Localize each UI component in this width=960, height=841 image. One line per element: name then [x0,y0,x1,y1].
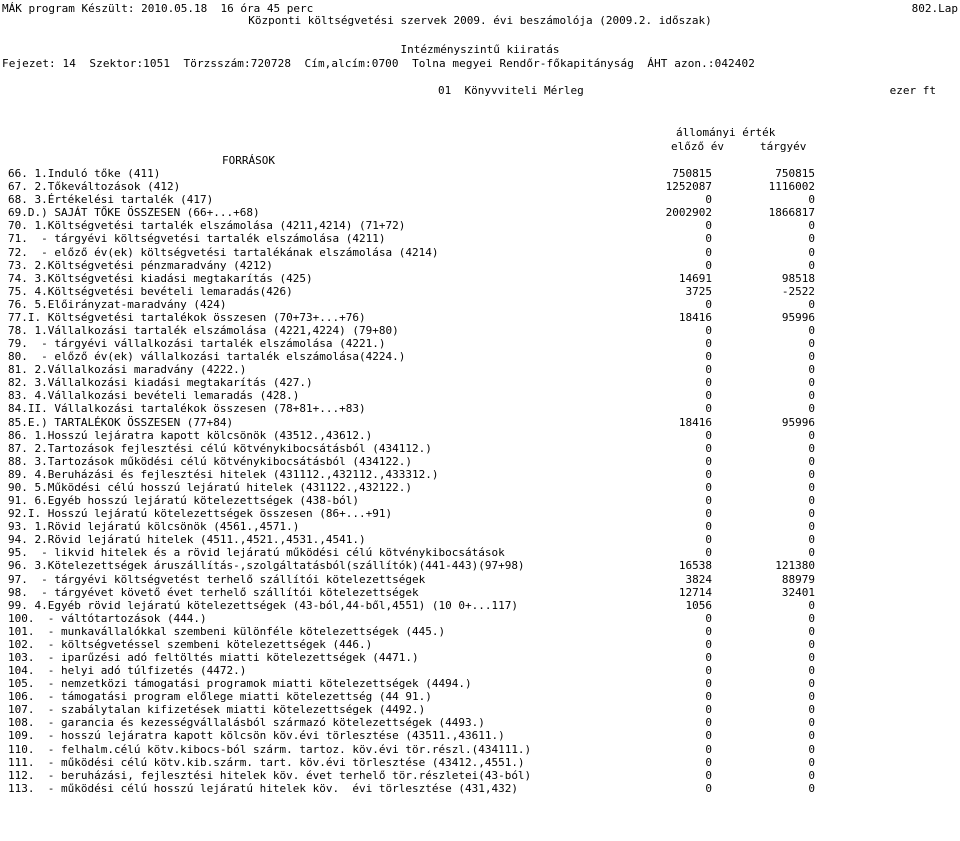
row-label: 96. 3.Kötelezettségek áruszállítás-,szolgáltatásból(szállítók)(441-443)(97+98) [8,559,525,573]
row-label: 104. - helyi adó túlfizetés (4472.) [8,664,247,677]
row-label: 111. - működési célú kötv.kib.szárm. tart. köv.évi törlesztése (43412.,4551.) [8,755,525,769]
prev-year-value: 0 [705,755,712,769]
table-row [0,206,960,219]
prev-year-value: 0 [705,611,712,625]
table-row [0,468,960,481]
prev-year-value: 0 [705,507,712,521]
prev-year-value: 14691 [678,271,712,285]
row-label: 84.II. Vállalkozási tartalékok összesen (78+81+...+83) [8,402,366,416]
current-year-value: 0 [808,637,815,651]
row-label: 77.I. Költségvetési tartalékok összesen (70+73+...+76) [8,310,366,324]
prev-year-value: 0 [705,297,712,311]
table-row [0,442,960,455]
table-row [0,416,960,429]
current-year-value: 0 [808,742,815,756]
table-row [0,376,960,389]
current-year-value: 0 [808,402,815,416]
current-year-value: 0 [808,441,815,455]
row-label: 76. 5.Előirányzat-maradvány (424) [8,297,227,311]
row-label: 82. 3.Vállalkozási kiadási megtakarítás (427.) [8,376,313,390]
prev-year-value: 0 [705,402,712,416]
prev-year-value: 0 [705,389,712,403]
current-year-value: 121380 [775,559,815,573]
table-row [0,272,960,285]
unit-label: ezer ft [889,84,936,97]
prev-year-value: 3725 [685,284,712,298]
current-year-value: 0 [808,624,815,638]
current-year-value: 0 [808,729,815,743]
prev-year-value: 0 [705,193,712,207]
table-row [0,324,960,337]
current-year-value: 88979 [781,572,815,586]
prev-year-value: 0 [705,376,712,390]
row-label: 71. - tárgyévi költségvetési tartalék elszámolása (4211) [8,232,386,246]
table-row [0,363,960,376]
table-row [0,219,960,232]
row-label: 108. - garancia és kezességvállalásból származó kötelezettségek (4493.) [8,716,485,730]
table-row [0,402,960,415]
table-row [0,193,960,206]
row-label: 94. 2.Rövid lejáratú hitelek (4511.,4521.,4531.,4541.) [8,533,366,547]
table-row [0,298,960,311]
prev-year-value: 0 [705,546,712,560]
current-year-value: 0 [808,389,815,403]
current-year-value: 0 [808,363,815,377]
current-year-value: 0 [808,768,815,782]
table-row [0,559,960,572]
prev-year-value: 0 [705,690,712,704]
current-year-value: 0 [808,716,815,730]
prev-year-value: 0 [705,454,712,468]
row-label: 100. - váltótartozások (444.) [8,611,207,625]
current-year-value: 0 [808,467,815,481]
prev-year-value: 0 [705,677,712,691]
table-row [0,546,960,559]
table-row [0,167,960,180]
table-row [0,573,960,586]
current-year-value: 0 [808,454,815,468]
prev-year-value: 16538 [678,559,712,573]
prev-year-value: 1252087 [665,180,712,194]
current-year-value: 0 [808,755,815,769]
table-row [0,769,960,782]
prev-year-value: 0 [705,441,712,455]
prev-year-value: 0 [705,232,712,246]
current-year-value: 0 [808,494,815,507]
row-label: 80. - előző év(ek) vállalkozási tartalék elszámolása(4224.) [8,350,406,364]
program-line: MÁK program Készült: 2010.05.18 16 óra 45 perc [2,2,314,15]
row-label: 98. - tárgyévet követő évet terhelő szállítói kötelezettségek [8,585,419,599]
current-year-value: 0 [808,611,815,625]
table-row [0,337,960,350]
prev-year-value: 0 [705,716,712,730]
row-label: 91. 6.Egyéb hosszú lejáratú kötelezettségek (438-ból) [8,494,359,507]
row-label: 79. - tárgyévi vállalkozási tartalék elszámolása (4221.) [8,337,386,350]
current-year-value: 0 [808,376,815,390]
prev-year-value: 0 [705,651,712,664]
prev-year-value: 0 [705,703,712,717]
table-row [0,638,960,651]
row-label: 99. 4.Egyéb rövid lejáratú kötelezettségek (43-ból,44-ből,4551) (10 0+...117) [8,598,518,612]
row-label: 72. - előző év(ek) költségvetési tartalékának elszámolása (4214) [8,245,439,259]
table-row [0,586,960,599]
prev-year-value: 0 [705,742,712,756]
section-title: FORRÁSOK [222,154,275,167]
current-year-value: 0 [808,546,815,560]
column-group-header: állományi érték [676,126,776,139]
row-label: 93. 1.Rövid lejáratú kölcsönök (4561.,4571.) [8,520,300,534]
prev-year-value: 18416 [678,415,712,429]
prev-year-value: 0 [705,781,712,795]
row-label: 95. - likvid hitelek és a rövid lejáratú működési célú kötvénykibocsátások [8,546,505,560]
row-label: 103. - iparűzési adó feltöltés miatti kötelezettségek (4471.) [8,651,419,664]
prev-year-value: 12714 [678,585,712,599]
current-year-value: 32401 [781,585,815,599]
row-label: 67. 2.Tőkeváltozások (412) [8,180,181,194]
row-label: 106. - támogatási program előlege miatti kötelezettség (44 91.) [8,690,432,704]
table-row [0,664,960,677]
row-label: 105. - nemzetközi támogatási programok miatti kötelezettségek (4494.) [8,677,472,691]
prev-year-value: 0 [705,624,712,638]
current-year-value: 0 [808,507,815,521]
current-year-value: 0 [808,664,815,677]
row-label: 109. - hosszú lejáratra kapott kölcsön köv.évi törlesztése (43511.,43611.) [8,729,505,743]
row-label: 110. - felhalm.célú kötv.kibocs-ból szárm. tartoz. köv.évi tör.részl.(434111.) [8,742,532,756]
current-year-value: 0 [808,428,815,442]
table-row [0,677,960,690]
prev-year-value: 0 [705,245,712,259]
current-year-value: 0 [808,297,815,311]
table-row [0,743,960,756]
row-label: 86. 1.Hosszú lejáratra kapott kölcsönök (43512.,43612.) [8,428,373,442]
row-label: 81. 2.Vállalkozási maradvány (4222.) [8,363,247,377]
table-row [0,259,960,272]
row-label: 89. 4.Beruházási és fejlesztési hitelek (431112.,432112.,433312.) [8,467,439,481]
current-year-value: 0 [808,219,815,233]
table-row [0,625,960,638]
column-header-prev-year: előző év [671,140,724,153]
prev-year-value: 1056 [685,598,712,612]
current-year-value: 0 [808,324,815,337]
row-label: 73. 2.Költségvetési pénzmaradvány (4212) [8,258,273,272]
prev-year-value: 0 [705,637,712,651]
row-label: 97. - tárgyévi költségvetést terhelő szállítói kötelezettségek [8,572,426,586]
prev-year-value: 750815 [672,167,712,180]
prev-year-value: 0 [705,520,712,534]
table-row [0,389,960,402]
table-row [0,690,960,703]
row-label: 88. 3.Tartozások működési célú kötvénykibocsátásból (434122.) [8,454,412,468]
prev-year-value: 0 [705,533,712,547]
current-year-value: 95996 [781,415,815,429]
table-row [0,350,960,363]
current-year-value: 0 [808,533,815,547]
current-year-value: 0 [808,677,815,691]
row-label: 69.D.) SAJÁT TŐKE ÖSSZESEN (66+...+68) [8,206,260,220]
current-year-value: 0 [808,690,815,704]
row-label: 66. 1.Induló tőke (411) [8,167,161,180]
prev-year-value: 0 [705,729,712,743]
table-row [0,481,960,494]
table-row [0,756,960,769]
current-year-value: 0 [808,232,815,246]
organization-line: Fejezet: 14 Szektor:1051 Törzsszám:720728 Cím,alcím:0700 Tolna megyei Rendőr-főkapitányság ÁHT azon.:042402 [2,57,755,70]
row-label: 75. 4.Költségvetési bevételi lemaradás(426) [8,284,293,298]
prev-year-value: 0 [705,494,712,507]
current-year-value: 0 [808,350,815,364]
row-label: 92.I. Hosszú lejáratú kötelezettségek összesen (86+...+91) [8,507,393,521]
table-row [0,429,960,442]
table-row [0,729,960,742]
current-year-value: 1866817 [768,206,815,220]
report-subtitle: Központi költségvetési szervek 2009. évi beszámolója (2009.2. időszak) [248,14,712,27]
current-year-value: 0 [808,598,815,612]
current-year-value: 0 [808,703,815,717]
row-label: 85.E.) TARTALÉKOK ÖSSZESEN (77+84) [8,415,234,429]
table-row [0,180,960,193]
prev-year-value: 0 [705,768,712,782]
current-year-value: 95996 [781,310,815,324]
table-row [0,246,960,259]
prev-year-value: 0 [705,337,712,350]
table-row [0,494,960,507]
table-row [0,716,960,729]
report-title: Intézményszintű kiiratás [400,43,560,56]
current-year-value: 0 [808,193,815,207]
prev-year-value: 0 [705,664,712,677]
row-label: 102. - költségvetéssel szembeni kötelezettségek (446.) [8,637,373,651]
current-year-value: 1116002 [768,180,815,194]
table-row [0,285,960,298]
table-row [0,520,960,533]
current-year-value: 0 [808,520,815,534]
table-row [0,782,960,795]
row-label: 90. 5.Működési célú hosszú lejáratú hitelek (431122.,432122.) [8,480,412,494]
current-year-value: 0 [808,245,815,259]
prev-year-value: 2002902 [665,206,712,220]
prev-year-value: 0 [705,363,712,377]
row-label: 87. 2.Tartozások fejlesztési célú kötvénykibocsátásból (434112.) [8,441,432,455]
prev-year-value: 0 [705,324,712,337]
current-year-value: 0 [808,651,815,664]
prev-year-value: 0 [705,219,712,233]
current-year-value: 98518 [781,271,815,285]
current-year-value: 750815 [775,167,815,180]
ledger-title: 01 Könyvviteli Mérleg [438,84,584,97]
row-label: 101. - munkavállalókkal szembeni különféle kötelezettségek (445.) [8,624,446,638]
table-row [0,455,960,468]
row-label: 113. - működési célú hosszú lejáratú hitelek köv. évi törlesztése (431,432) [8,781,518,795]
current-year-value: 0 [808,480,815,494]
prev-year-value: 0 [705,428,712,442]
row-label: 74. 3.Költségvetési kiadási megtakarítás (425) [8,271,313,285]
table-row [0,533,960,546]
row-label: 107. - szabálytalan kifizetések miatti kötelezettségek (4492.) [8,703,426,717]
row-label: 78. 1.Vállalkozási tartalék elszámolása (4221,4224) (79+80) [8,324,399,337]
current-year-value: 0 [808,337,815,350]
page-reference: 802.Lap [911,2,958,15]
table-row [0,651,960,664]
row-label: 68. 3.Értékelési tartalék (417) [8,193,214,207]
column-header-current-year: tárgyév [760,140,807,153]
table-row [0,599,960,612]
table-row [0,232,960,245]
prev-year-value: 3824 [685,572,712,586]
current-year-value: -2522 [781,284,815,298]
prev-year-value: 0 [705,258,712,272]
table-row [0,703,960,716]
table-row [0,311,960,324]
prev-year-value: 0 [705,350,712,364]
row-label: 112. - beruházási, fejlesztési hitelek köv. évet terhelő tör.részletei(43-ból) [8,768,532,782]
table-row [0,507,960,520]
current-year-value: 0 [808,781,815,795]
prev-year-value: 18416 [678,310,712,324]
prev-year-value: 0 [705,480,712,494]
row-label: 83. 4.Vállalkozási bevételi lemaradás (428.) [8,389,300,403]
row-label: 70. 1.Költségvetési tartalék elszámolása (4211,4214) (71+72) [8,219,406,233]
current-year-value: 0 [808,258,815,272]
table-row [0,612,960,625]
prev-year-value: 0 [705,467,712,481]
